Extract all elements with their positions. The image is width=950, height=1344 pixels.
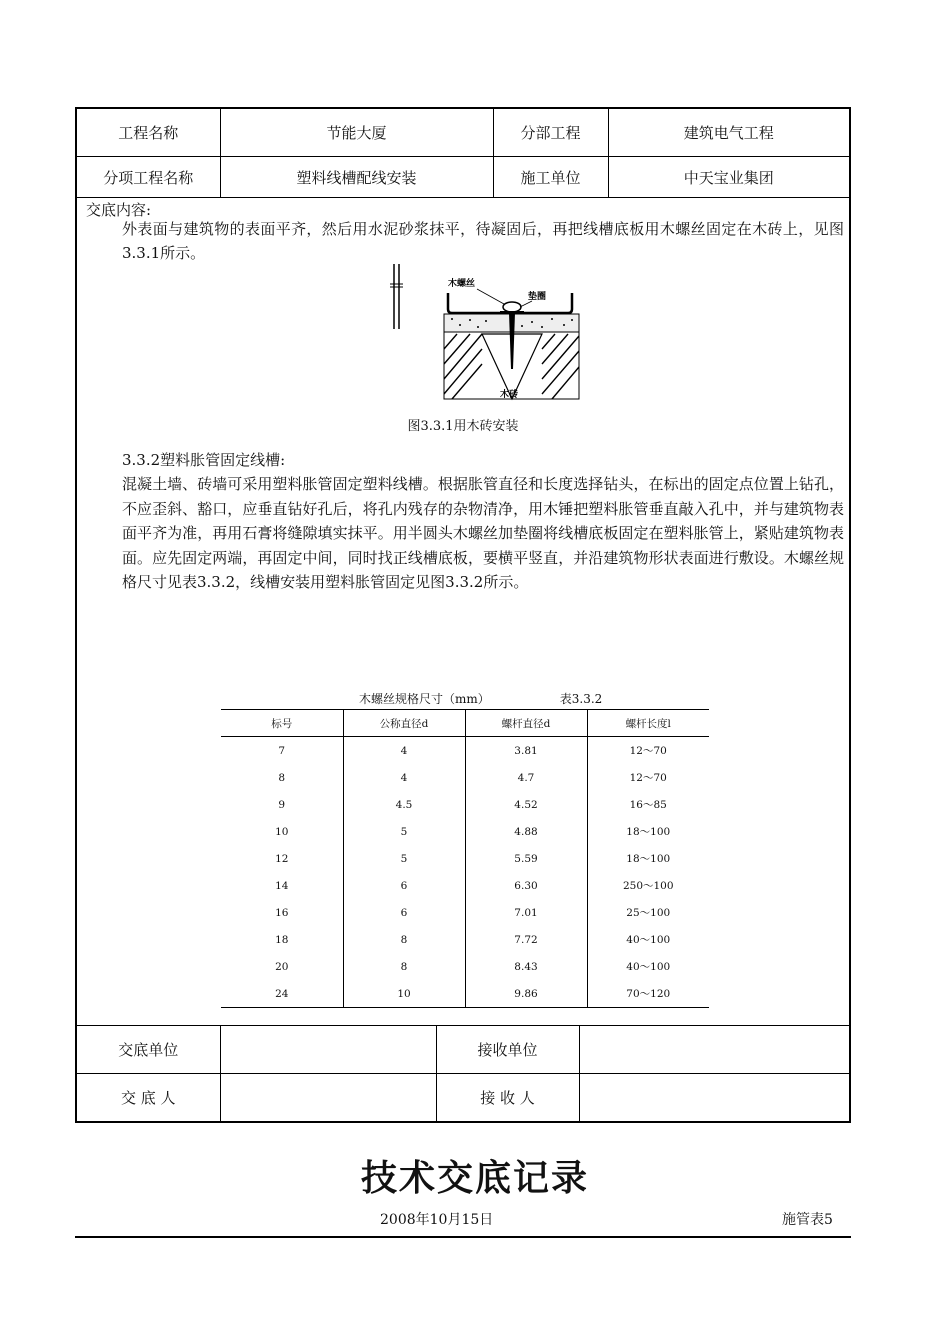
figure-label-screw: 木螺丝 (448, 279, 476, 289)
document-title: 技术交底记录 (360, 1158, 589, 1199)
figure-wood-brick-install (382, 259, 582, 404)
col-header: 标号 (221, 710, 343, 737)
receiver-unit-label: 接收单位 (436, 1026, 579, 1074)
project-info-table (77, 109, 849, 198)
contractor-label: 施工单位 (493, 157, 608, 198)
table-cell: 9.86 (465, 980, 587, 1008)
form-number: 施管表5 (782, 1212, 833, 1228)
screw-spec-table (221, 709, 709, 1008)
table-cell: 12～70 (629, 745, 667, 757)
table-row (77, 109, 849, 157)
figure-label-washer: 垫圈 (528, 292, 547, 302)
division-label: 分部工程 (493, 109, 608, 157)
table-row (221, 791, 709, 818)
table-cell: 40～100 (626, 934, 671, 946)
table-cell: 8.43 (465, 953, 587, 980)
table-cell: 20 (221, 953, 343, 980)
table-cell: 24 (221, 980, 343, 1008)
table-cell: 12 (221, 845, 343, 872)
table-cell: 7.01 (465, 899, 587, 926)
table-row (221, 845, 709, 872)
table-cell: 10 (343, 980, 465, 1008)
table-cell: 3.81 (465, 737, 587, 765)
table-row (221, 926, 709, 953)
table-cell: 7 (221, 737, 343, 765)
table-cell: 6 (343, 872, 465, 899)
section-heading: 3.3.2塑料胀管固定线槽: (122, 451, 286, 469)
document-date: 2008年10月15日 (380, 1212, 494, 1228)
table-cell: 9 (221, 791, 343, 818)
table-row (221, 764, 709, 791)
table-row (221, 980, 709, 1008)
table-cell: 18 (221, 926, 343, 953)
col-header: 公称直径d (343, 710, 465, 737)
table-cell: 12～70 (629, 772, 667, 784)
table-header-row (221, 710, 709, 737)
col-header: 螺杆直径d (465, 710, 587, 737)
receiver-unit-value[interactable] (579, 1026, 849, 1074)
table-cell: 6.30 (465, 872, 587, 899)
project-name-value: 节能大厦 (220, 109, 493, 157)
table-cell: 70～120 (587, 980, 709, 1008)
table-cell: 4 (343, 737, 465, 765)
subitem-value: 塑料线槽配线安装 (220, 157, 493, 198)
table-row (77, 1074, 849, 1122)
table-cell: 8 (343, 926, 465, 953)
table-cell: 4.5 (343, 791, 465, 818)
table-cell: 4 (343, 764, 465, 791)
table-cell: 25～100 (626, 907, 671, 919)
table-cell: 4.52 (465, 791, 587, 818)
table-cell: 4.88 (465, 818, 587, 845)
table-cell: 10 (221, 818, 343, 845)
project-name-label: 工程名称 (77, 109, 220, 157)
table-cell: 250～100 (622, 880, 674, 892)
figure-label-brick: 木砖 (500, 390, 519, 400)
col-header: 螺杆长度l (587, 710, 709, 737)
table-row (221, 737, 709, 765)
figure-caption: 图3.3.1用木砖安装 (407, 419, 519, 434)
table-cell: 6 (343, 899, 465, 926)
content-label: 交底内容: (86, 201, 152, 219)
receiver-person-value[interactable] (579, 1074, 849, 1122)
division-value: 建筑电气工程 (608, 109, 849, 157)
subitem-label: 分项工程名称 (77, 157, 220, 198)
table-row (221, 818, 709, 845)
table-row (77, 157, 849, 198)
table-cell: 5 (343, 818, 465, 845)
briefing-content (77, 197, 849, 1026)
table-title: 木螺丝规格尺寸（mm） (359, 692, 490, 706)
table-caption (359, 690, 602, 707)
table-cell: 8 (343, 953, 465, 980)
paragraph-intro: 外表面与建筑物的表面平齐，然后用水泥砂浆抹平，待凝固后，再把线槽底板用木螺丝固定在木砖上，见图3.3.1所示。 (122, 220, 844, 262)
table-row (77, 1026, 849, 1074)
table-cell: 18～100 (626, 853, 671, 865)
paragraph-body: 混凝土墙、砖墙可采用塑料胀管固定塑料线槽。根据胀管直径和长度选择钻头，在标出的固定点位置上钻孔，不应歪斜、豁口，应垂直钻好孔后，将孔内残存的杂物清净，用木锤把塑料胀管垂直敲入孔中，并与建筑物表面平齐为准，再用石膏将缝隙填实抹平。用半圆头木螺丝加垫圈将线槽底板固定在塑料胀管上，紧贴建筑物表面。应先固定两端，再固定中间，同时找正线槽底板，要横平竖直，并沿建筑物形状表面进行敷设。木螺丝规格尺寸见表3.3.2，线槽安装用塑料胀管固定见图3.3.2所示。 (122, 475, 844, 591)
table-cell: 5 (343, 845, 465, 872)
issuer-unit-label: 交底单位 (77, 1026, 220, 1074)
table-row (221, 899, 709, 926)
contractor-value: 中天宝业集团 (608, 157, 849, 198)
table-cell: 7.72 (465, 926, 587, 953)
table-cell: 18～100 (626, 826, 671, 838)
bottom-rule (75, 1236, 851, 1238)
table-cell: 16～85 (629, 799, 667, 811)
issuer-person-label: 交 底 人 (77, 1074, 220, 1122)
table-cell: 4.7 (465, 764, 587, 791)
table-row (221, 953, 709, 980)
table-cell: 40～100 (626, 961, 671, 973)
table-cell: 16 (221, 899, 343, 926)
table-cell: 5.59 (465, 845, 587, 872)
record-form (75, 107, 851, 1123)
table-cell: 14 (221, 872, 343, 899)
issuer-unit-value[interactable] (220, 1026, 436, 1074)
table-cell: 8 (221, 764, 343, 791)
receiver-person-label: 接 收 人 (436, 1074, 579, 1122)
table-number: 表3.3.2 (559, 692, 603, 706)
issuer-person-value[interactable] (220, 1074, 436, 1122)
signoff-table (77, 1025, 849, 1121)
table-row (221, 872, 709, 899)
